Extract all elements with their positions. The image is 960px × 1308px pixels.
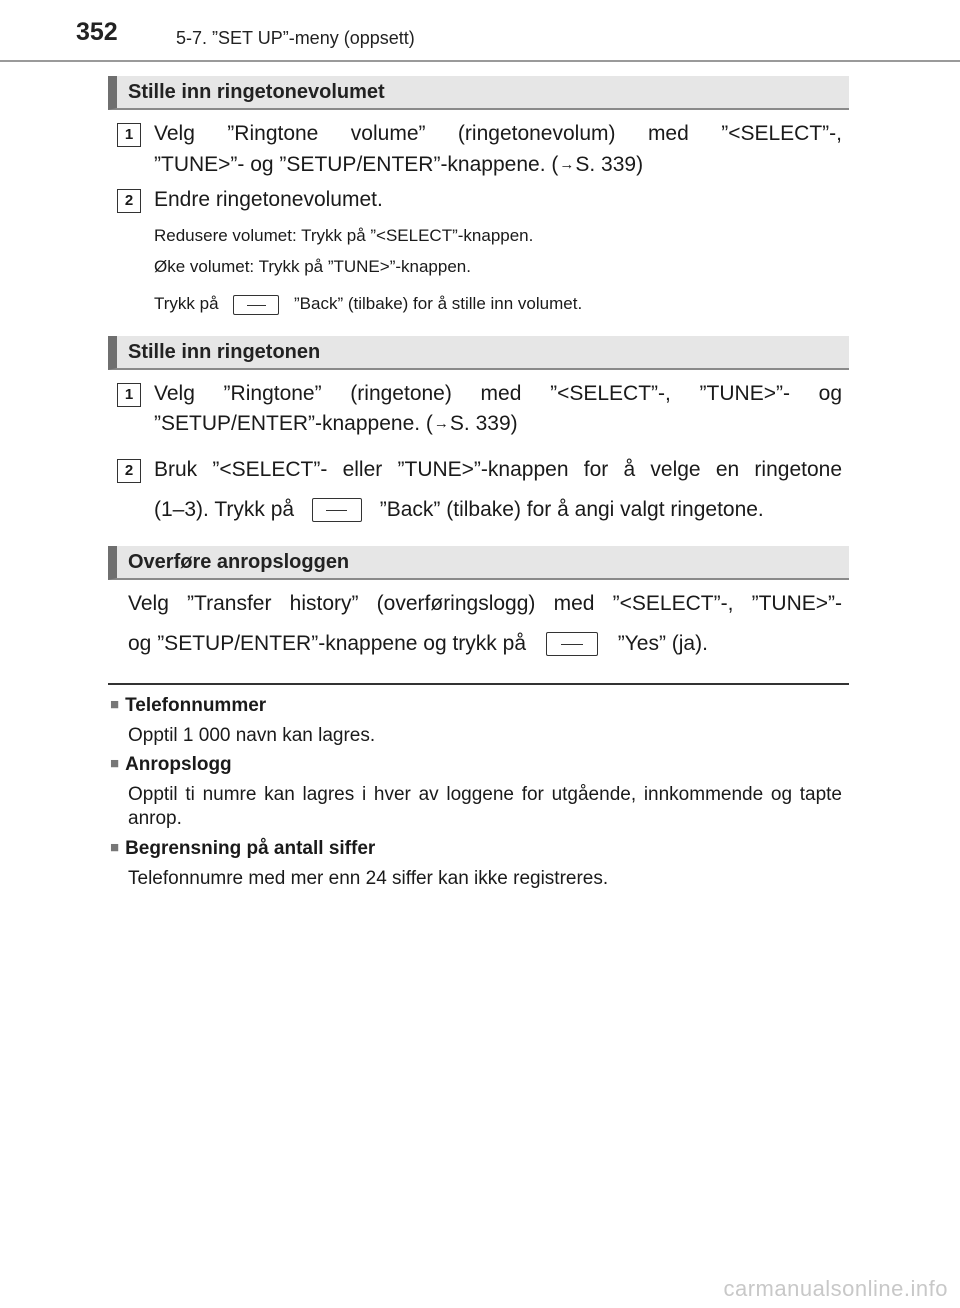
page-number: 352 bbox=[76, 18, 118, 46]
square-bullet-icon: ■ bbox=[110, 755, 120, 772]
instruction-line bbox=[154, 294, 582, 315]
step-text: Velg ”Ringtone volume” (ringetonevolum) med ”<SELECT”-, bbox=[154, 122, 842, 145]
watermark: carmanualsonline.info bbox=[723, 1276, 948, 1301]
square-bullet-icon: ■ bbox=[110, 839, 120, 856]
instruction-text: Redusere volumet: Trykk på ”<SELECT”-knappen. bbox=[154, 226, 534, 245]
note-title: Begrensning på antall siffer bbox=[125, 838, 376, 859]
note-text: Opptil ti numre kan lagres i hver av loggene for utgående, innkommende og tapte anrop. bbox=[128, 784, 842, 829]
note-heading bbox=[110, 754, 232, 776]
step-number: 1 bbox=[117, 383, 141, 407]
note-text: Telefonnumre med mer enn 24 siffer kan ikke registreres. bbox=[128, 868, 609, 889]
step-number: 1 bbox=[117, 123, 141, 147]
note-heading bbox=[110, 838, 375, 860]
step-text-continued bbox=[128, 628, 842, 659]
step-text: Endre ringetonevolumet. bbox=[154, 188, 383, 211]
section-title: 5-7. ”SET UP”-meny (oppsett) bbox=[176, 28, 415, 48]
arrow-right-icon: → bbox=[433, 415, 449, 432]
instruction-text: Øke volumet: Trykk på ”TUNE>”-knappen. bbox=[154, 257, 471, 276]
back-button-icon bbox=[233, 295, 279, 315]
step-text-continued bbox=[154, 408, 842, 439]
note-title: Anropslogg bbox=[125, 754, 232, 775]
arrow-right-icon: → bbox=[559, 156, 575, 173]
header-divider bbox=[0, 60, 960, 62]
section-heading-ringtone bbox=[108, 336, 849, 370]
step-text: Velg ”Transfer history” (overføringslogg) med ”<SELECT”-, ”TUNE>”- bbox=[128, 592, 842, 615]
instruction-text: ”Back” (tilbake) for å stille inn volumet. bbox=[294, 294, 583, 313]
step-text-part: ”Back” (tilbake) for å angi valgt ringetone. bbox=[379, 498, 764, 521]
step-text-part: ”TUNE>”- og ”SETUP/ENTER”-knappene. ( bbox=[154, 153, 559, 176]
square-bullet-icon: ■ bbox=[110, 696, 120, 713]
page-reference-link[interactable]: S. 339) bbox=[575, 153, 644, 176]
step-number: 2 bbox=[117, 189, 141, 213]
step-text: Bruk ”<SELECT”- eller ”TUNE>”-knappen for å velge en ringetone bbox=[154, 458, 842, 481]
section-heading-text: Stille inn ringetonevolumet bbox=[128, 81, 385, 103]
instruction-text: Trykk på bbox=[154, 294, 219, 313]
step-text-part: og ”SETUP/ENTER”-knappene og trykk på bbox=[128, 632, 526, 655]
section-heading-text: Stille inn ringetonen bbox=[128, 341, 321, 363]
note-heading bbox=[110, 695, 266, 717]
step-text: Velg ”Ringtone” (ringetone) med ”<SELECT”-, ”TUNE>”- og bbox=[154, 382, 842, 405]
section-heading-text: Overføre anropsloggen bbox=[128, 551, 350, 573]
note-title: Telefonnummer bbox=[125, 695, 267, 716]
page-reference-link[interactable]: S. 339) bbox=[449, 412, 518, 435]
step-text-part: ”SETUP/ENTER”-knappene. ( bbox=[154, 412, 433, 435]
back-button-icon bbox=[312, 498, 362, 522]
note-text: Opptil 1 000 navn kan lagres. bbox=[128, 725, 376, 746]
notes-divider bbox=[108, 683, 849, 685]
section-heading-transfer-history bbox=[108, 546, 849, 580]
section-heading-ringtone-volume bbox=[108, 76, 849, 110]
step-text-continued bbox=[154, 494, 842, 525]
step-text-part: (1–3). Trykk på bbox=[154, 498, 295, 521]
yes-button-icon bbox=[546, 632, 598, 656]
step-number: 2 bbox=[117, 459, 141, 483]
step-text-continued bbox=[154, 149, 842, 180]
step-text-part: ”Yes” (ja). bbox=[617, 632, 708, 655]
